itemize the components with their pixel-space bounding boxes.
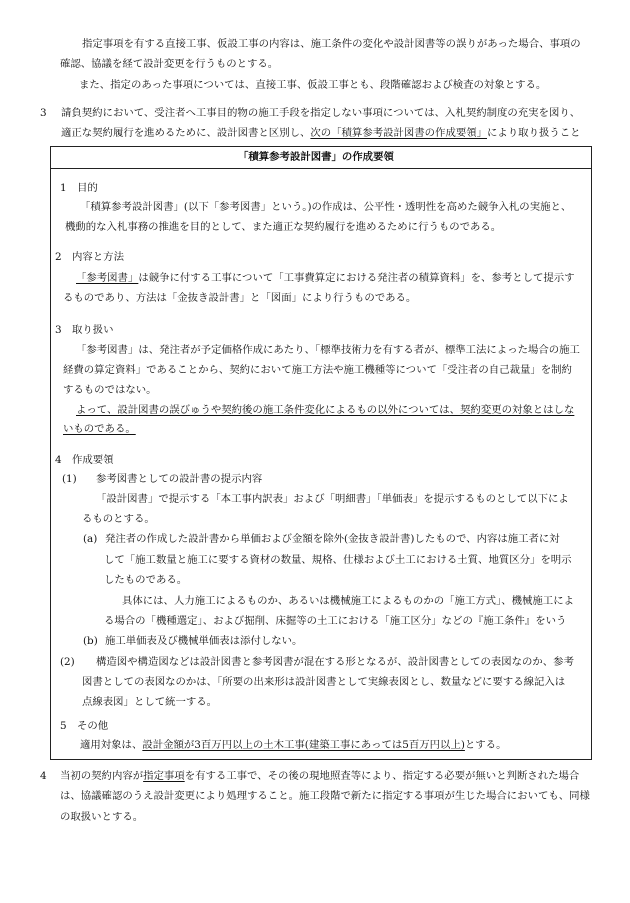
item-a-line-1: 発注者の作成した設計書から単価および金額を除外(金抜き設計書)したもので、内容は施工者に対 [105, 533, 560, 545]
intro-line-3: また、指定のあった事項については、直接工事、仮設工事とも、段階確認および検査の対象とする。 [79, 79, 547, 91]
section-5-tail: とする。 [464, 739, 507, 751]
intro-line-1: 指定事項を有する直接工事、仮設工事の内容は、施工条件の変化や設計図書等の誤りがあった場合、事項の [82, 38, 581, 50]
section-5-line [80, 740, 506, 750]
item3-line-2-tail: により取り扱うこと [487, 127, 581, 139]
intro-line-2: 確認、協議を経て設計変更を行うものとする。 [60, 58, 279, 70]
section-3-line-4: よって、設計図書の誤びゅうや契約後の施工条件変化によるもの以外については、契約変更の対象とはしな [76, 404, 575, 416]
item-b-text: 施工単価表及び機械単価表は添付しない。 [105, 635, 303, 647]
item4-number: 4 [40, 770, 47, 782]
item4-line-1-tail: を有する工事で、その後の現地照査等により、指定する必要が無いと判断された場合 [184, 770, 580, 782]
section-4-1-line-1: 「設計図書」で提示する「本工事内訳表」および「明細書」「単価表」を提示するものとして以下によ [96, 493, 569, 505]
guideline-title: 「積算参考設計図書」の作成要領 [238, 151, 394, 163]
section-1-line-2: 機動的な入札事務の推進を目的として、また適正な契約履行を進めるために行うものである。 [65, 221, 502, 233]
item4-line-1-lead: 当初の契約内容が [60, 770, 144, 782]
item3-line-2-lead: 適正な契約履行を進めるために、設計図書と区別し、 [61, 127, 311, 139]
section-2-heading: 2 内容と方法 [55, 251, 124, 263]
item-a-line-4: 具体には、人力施工によるものか、あるいは機械施工によるものかの「施工方式」、機械施工によ [122, 595, 574, 607]
section-1-heading: 1 目的 [60, 182, 98, 194]
section-3-line-1: 「参考図書」は、発注者が予定価格作成にあたり、「標準技術力を有する者が、標準工法によった場合の施工 [76, 344, 580, 356]
section-5-heading: 5 その他 [60, 720, 109, 732]
guideline-title-divider [50, 168, 592, 169]
section-5-lead: 適用対象は、 [80, 739, 143, 751]
section-4-1-line-2: るものとする。 [82, 513, 155, 525]
section-4-2-line-2: 図書としての表図なのかは、「所要の出来形は設計図書として実線表図とし、数量などに要する線記入は [82, 676, 566, 688]
item4-line-1 [60, 771, 579, 781]
section-4-heading: 4 作成要領 [55, 454, 114, 466]
item3-guideline-reference: 次の「積算参考設計図書の作成要領」 [310, 127, 488, 139]
section-2-line-1-tail: は競争に付する工事について「工事費算定における発注者の積算資料」を、参考として提示す [138, 272, 575, 284]
section-2-line-2: るものであり、方法は「金抜き設計書」と「図面」により行うものである。 [63, 292, 417, 304]
section-4-2-label: (2) [60, 656, 75, 668]
item-a-line-5: る場合の「機種選定」、および掘削、床掘等の土工における「施工区分」などの『施工条件』をいう [104, 615, 567, 627]
section-3-line-3: するものではない。 [63, 384, 157, 396]
designated-items-term: 指定事項 [143, 770, 185, 782]
item4-line-3: の取扱いとする。 [60, 811, 144, 823]
item3-number: 3 [40, 107, 47, 119]
section-4-1-label: (1) [62, 473, 77, 485]
item-a-line-2: して「施工数量と施工に要する資材の数量、規格、仕様および土工における土質、地質区分」を明示 [104, 554, 572, 566]
section-3-heading: 3 取り扱い [55, 324, 114, 336]
section-2-line-1 [76, 273, 575, 283]
section-3-line-2: 経費の算定資料」であることから、契約において施工方法や施工機種等について「受注者の自己裁量」を制約 [63, 364, 572, 376]
item-b-label: (b) [83, 635, 98, 647]
section-4-2-line-1: 構造図や構造図などは設計図書と参考図書が混在する形となるが、設計図書としての表図なのか、参考 [96, 656, 574, 668]
section-5-threshold: 設計金額が3百万円以上の土木工事(建築工事にあっては5百万円以上) [142, 739, 465, 751]
item-a-label: (a) [83, 533, 98, 545]
section-4-2-line-3: 点線表図」として統一する。 [82, 696, 218, 708]
section-4-1-title: 参考図書としての設計書の提示内容 [96, 473, 263, 485]
item3-line-2 [61, 128, 581, 138]
item3-line-1: 請負契約において、受注者へ工事目的物の施工手段を指定しない事項については、入札契約制度の充実を図り、 [61, 107, 581, 119]
section-3-line-5: いものである。 [63, 423, 136, 435]
item4-line-2: は、協議確認のうえ設計変更により処理すること。施工段階で新たに指定する事項が生じた場合においても、同様 [60, 790, 590, 802]
section-1-line-1: 「積算参考設計図書」(以下「参考図書」という。)の作成は、公平性・透明性を高めた競争入札の実施と、 [80, 201, 572, 213]
reference-docs-term: 「参考図書」 [76, 272, 139, 284]
item-a-line-3: したものである。 [104, 574, 188, 586]
